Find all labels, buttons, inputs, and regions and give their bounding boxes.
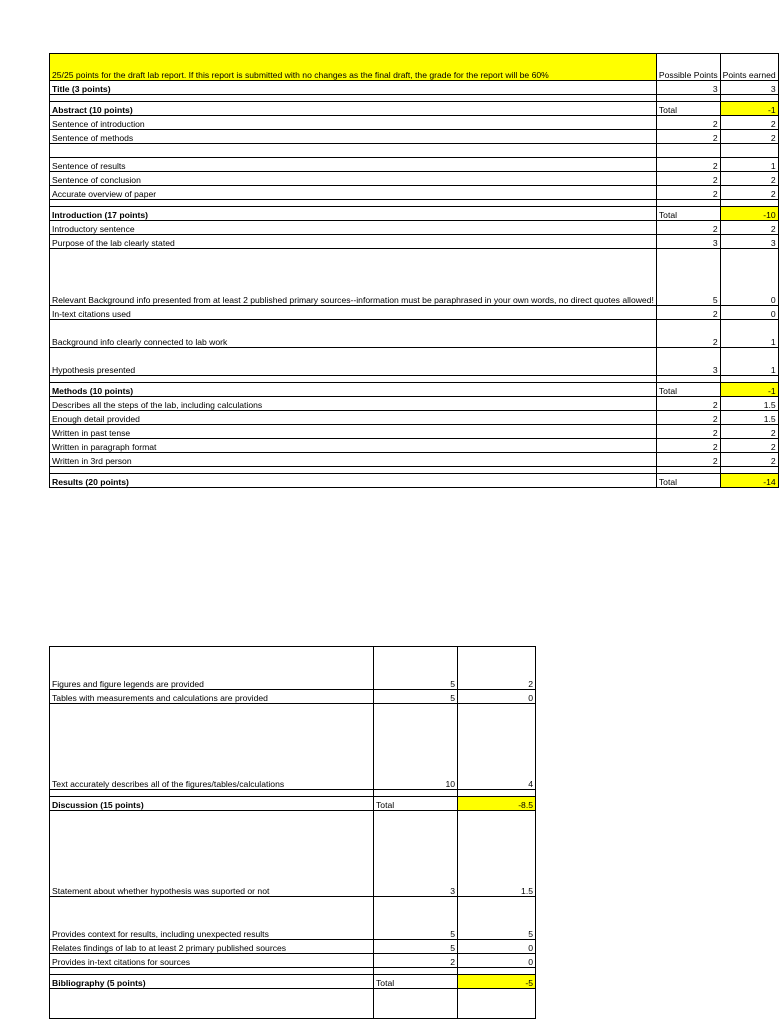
possible-points-cell[interactable]: 2: [656, 397, 720, 411]
criterion-cell[interactable]: Relates findings of lab to at least 2 primary published sources: [50, 940, 374, 954]
criterion-row: [50, 968, 536, 975]
section-title-cell[interactable]: Title (3 points): [50, 81, 657, 95]
criterion-cell[interactable]: In-text citations used: [50, 306, 657, 320]
criterion-cell[interactable]: Sentence of introduction: [50, 116, 657, 130]
total-label-cell[interactable]: Total: [656, 207, 720, 221]
criterion-cell[interactable]: [50, 376, 657, 383]
criterion-row: [50, 200, 779, 207]
possible-points-cell[interactable]: 5: [374, 690, 458, 704]
criterion-row: [50, 397, 779, 411]
possible-points-cell[interactable]: 2: [656, 453, 720, 467]
criterion-row: [50, 130, 779, 144]
possible-points-cell[interactable]: [656, 467, 720, 474]
points-earned-cell[interactable]: 1: [720, 158, 778, 172]
section-title-cell[interactable]: Discussion (15 points): [50, 797, 374, 811]
total-label-cell[interactable]: Total: [374, 797, 458, 811]
points-earned-cell[interactable]: 1.5: [720, 397, 778, 411]
points-earned-cell[interactable]: 0: [458, 940, 536, 954]
criterion-cell[interactable]: Purpose of the lab clearly stated: [50, 235, 657, 249]
criterion-row: [50, 453, 779, 467]
points-earned-cell[interactable]: 2: [720, 116, 778, 130]
section-total-cell[interactable]: -8.5: [458, 797, 536, 811]
criterion-cell[interactable]: Describes all the steps of the lab, including calculations: [50, 397, 657, 411]
criterion-row: [50, 467, 779, 474]
possible-points-cell[interactable]: 5: [374, 940, 458, 954]
criterion-cell[interactable]: Statement about whether hypothesis was suported or not: [50, 811, 374, 897]
criterion-row: [50, 790, 536, 797]
possible-points-cell[interactable]: 2: [656, 411, 720, 425]
criterion-row: [50, 376, 779, 383]
points-earned-header[interactable]: Points earned: [720, 54, 778, 81]
section-title-cell[interactable]: Results (20 points): [50, 474, 657, 488]
possible-points-cell[interactable]: 5: [374, 647, 458, 690]
possible-points-cell[interactable]: 2: [656, 158, 720, 172]
section-header-row: [50, 102, 779, 116]
possible-points-cell[interactable]: 3: [656, 235, 720, 249]
section-header-row: [50, 474, 779, 488]
points-earned-cell[interactable]: 3: [720, 81, 778, 95]
section-title-cell[interactable]: Introduction (17 points): [50, 207, 657, 221]
total-label-cell[interactable]: Total: [656, 383, 720, 397]
criterion-row: [50, 954, 536, 968]
criterion-row: [50, 690, 536, 704]
points-earned-cell[interactable]: 4: [458, 704, 536, 790]
criterion-cell[interactable]: Background info clearly connected to lab work: [50, 320, 657, 348]
criterion-row: [50, 411, 779, 425]
criterion-cell[interactable]: [50, 144, 657, 158]
criterion-cell[interactable]: [50, 968, 374, 975]
possible-points-cell[interactable]: 2: [656, 172, 720, 186]
criterion-cell[interactable]: [50, 790, 374, 797]
points-earned-cell[interactable]: [720, 376, 778, 383]
section-header-row: [50, 81, 779, 95]
criterion-row: [50, 249, 779, 306]
points-earned-cell[interactable]: 1.5: [458, 811, 536, 897]
possible-points-cell[interactable]: 5: [656, 249, 720, 306]
criterion-row: [50, 647, 536, 690]
total-label-cell[interactable]: Total: [656, 474, 720, 488]
criterion-cell[interactable]: [50, 95, 657, 102]
criterion-cell[interactable]: Enough detail provided: [50, 411, 657, 425]
criterion-cell[interactable]: Provides in-text citations for sources: [50, 954, 374, 968]
points-earned-cell[interactable]: 0: [458, 954, 536, 968]
possible-points-cell[interactable]: 2: [656, 116, 720, 130]
criterion-row: [50, 320, 779, 348]
criterion-row: [50, 144, 779, 158]
section-total-cell[interactable]: -10: [720, 207, 778, 221]
points-earned-cell[interactable]: [720, 144, 778, 158]
possible-points-cell[interactable]: [374, 989, 458, 1019]
criterion-row: [50, 235, 779, 249]
criterion-cell[interactable]: Relevant Background info presented from at least 2 published primary sources--information must be paraphrased in your own words, no direct quotes allowed!: [50, 249, 657, 306]
points-earned-cell[interactable]: 2: [720, 425, 778, 439]
criterion-cell[interactable]: [50, 989, 374, 1019]
possible-points-cell[interactable]: [656, 144, 720, 158]
points-earned-cell[interactable]: 2: [720, 130, 778, 144]
points-earned-cell[interactable]: 0: [720, 249, 778, 306]
criterion-row: [50, 116, 779, 130]
criterion-cell[interactable]: Sentence of methods: [50, 130, 657, 144]
possible-points-cell[interactable]: 3: [374, 811, 458, 897]
header-row: [50, 54, 779, 81]
possible-points-cell[interactable]: [374, 968, 458, 975]
criterion-cell[interactable]: Written in past tense: [50, 425, 657, 439]
criterion-cell[interactable]: [50, 467, 657, 474]
section-total-cell[interactable]: -5: [458, 975, 536, 989]
possible-points-cell[interactable]: 3: [656, 348, 720, 376]
points-earned-cell[interactable]: 5: [458, 897, 536, 940]
points-earned-cell[interactable]: 2: [720, 221, 778, 235]
section-title-cell[interactable]: Abstract (10 points): [50, 102, 657, 116]
criterion-row: [50, 221, 779, 235]
criterion-row: [50, 186, 779, 200]
points-earned-cell[interactable]: 2: [720, 172, 778, 186]
criterion-cell[interactable]: Sentence of results: [50, 158, 657, 172]
possible-points-cell[interactable]: [656, 200, 720, 207]
criterion-row: [50, 704, 536, 790]
points-earned-cell[interactable]: 1: [720, 348, 778, 376]
possible-points-cell[interactable]: 3: [656, 81, 720, 95]
criterion-cell[interactable]: Figures and figure legends are provided: [50, 647, 374, 690]
criterion-row: [50, 989, 536, 1019]
section-header-row: [50, 797, 536, 811]
possible-points-cell[interactable]: 5: [374, 897, 458, 940]
points-earned-cell[interactable]: [720, 467, 778, 474]
possible-points-cell[interactable]: 2: [656, 320, 720, 348]
criterion-cell[interactable]: Accurate overview of paper: [50, 186, 657, 200]
possible-points-header[interactable]: Possible Points: [656, 54, 720, 81]
grading-table-bottom: [49, 646, 536, 1019]
section-total-cell[interactable]: -1: [720, 102, 778, 116]
possible-points-cell[interactable]: 2: [656, 306, 720, 320]
possible-points-cell[interactable]: 2: [656, 439, 720, 453]
points-earned-cell[interactable]: [458, 968, 536, 975]
criterion-cell[interactable]: [50, 200, 657, 207]
criterion-cell[interactable]: Sentence of conclusion: [50, 172, 657, 186]
section-header-row: [50, 383, 779, 397]
points-earned-cell[interactable]: 1: [720, 320, 778, 348]
points-earned-cell[interactable]: [458, 790, 536, 797]
points-earned-cell[interactable]: [458, 989, 536, 1019]
criterion-row: [50, 172, 779, 186]
criterion-cell[interactable]: Provides context for results, including unexpected results: [50, 897, 374, 940]
criterion-row: [50, 348, 779, 376]
criterion-row: [50, 425, 779, 439]
points-earned-cell[interactable]: 0: [720, 306, 778, 320]
criterion-cell[interactable]: Written in 3rd person: [50, 453, 657, 467]
section-header-row: [50, 975, 536, 989]
criterion-row: [50, 811, 536, 897]
section-title-cell[interactable]: Bibliography (5 points): [50, 975, 374, 989]
points-earned-cell[interactable]: 2: [458, 647, 536, 690]
possible-points-cell[interactable]: 2: [656, 186, 720, 200]
points-earned-cell[interactable]: 0: [458, 690, 536, 704]
criterion-row: [50, 306, 779, 320]
points-earned-cell[interactable]: 1.5: [720, 411, 778, 425]
criterion-cell[interactable]: Introductory sentence: [50, 221, 657, 235]
possible-points-cell[interactable]: 2: [656, 425, 720, 439]
draft-grade-note[interactable]: 25/25 points for the draft lab report. If this report is submitted with no changes as the final draft, the grade for the report will be 60%: [50, 54, 657, 81]
section-title-cell[interactable]: Methods (10 points): [50, 383, 657, 397]
points-earned-cell[interactable]: 2: [720, 186, 778, 200]
criterion-cell[interactable]: Text accurately describes all of the figures/tables/calculations: [50, 704, 374, 790]
possible-points-cell[interactable]: 2: [374, 954, 458, 968]
criterion-cell[interactable]: Written in paragraph format: [50, 439, 657, 453]
points-earned-cell[interactable]: 2: [720, 453, 778, 467]
criterion-row: [50, 439, 779, 453]
section-total-cell[interactable]: -1: [720, 383, 778, 397]
criterion-row: [50, 158, 779, 172]
possible-points-cell[interactable]: 10: [374, 704, 458, 790]
possible-points-cell[interactable]: [374, 790, 458, 797]
total-label-cell[interactable]: Total: [374, 975, 458, 989]
points-earned-cell[interactable]: [720, 200, 778, 207]
section-total-cell[interactable]: -14: [720, 474, 778, 488]
section-header-row: [50, 207, 779, 221]
possible-points-cell[interactable]: [656, 95, 720, 102]
criterion-cell[interactable]: Hypothesis presented: [50, 348, 657, 376]
grading-table-top: [49, 53, 779, 488]
points-earned-cell[interactable]: 2: [720, 439, 778, 453]
criterion-row: [50, 940, 536, 954]
criterion-cell[interactable]: Tables with measurements and calculations are provided: [50, 690, 374, 704]
possible-points-cell[interactable]: [656, 376, 720, 383]
criterion-row: [50, 897, 536, 940]
criterion-row: [50, 95, 779, 102]
total-label-cell[interactable]: Total: [656, 102, 720, 116]
points-earned-cell[interactable]: [720, 95, 778, 102]
points-earned-cell[interactable]: 3: [720, 235, 778, 249]
possible-points-cell[interactable]: 2: [656, 130, 720, 144]
possible-points-cell[interactable]: 2: [656, 221, 720, 235]
